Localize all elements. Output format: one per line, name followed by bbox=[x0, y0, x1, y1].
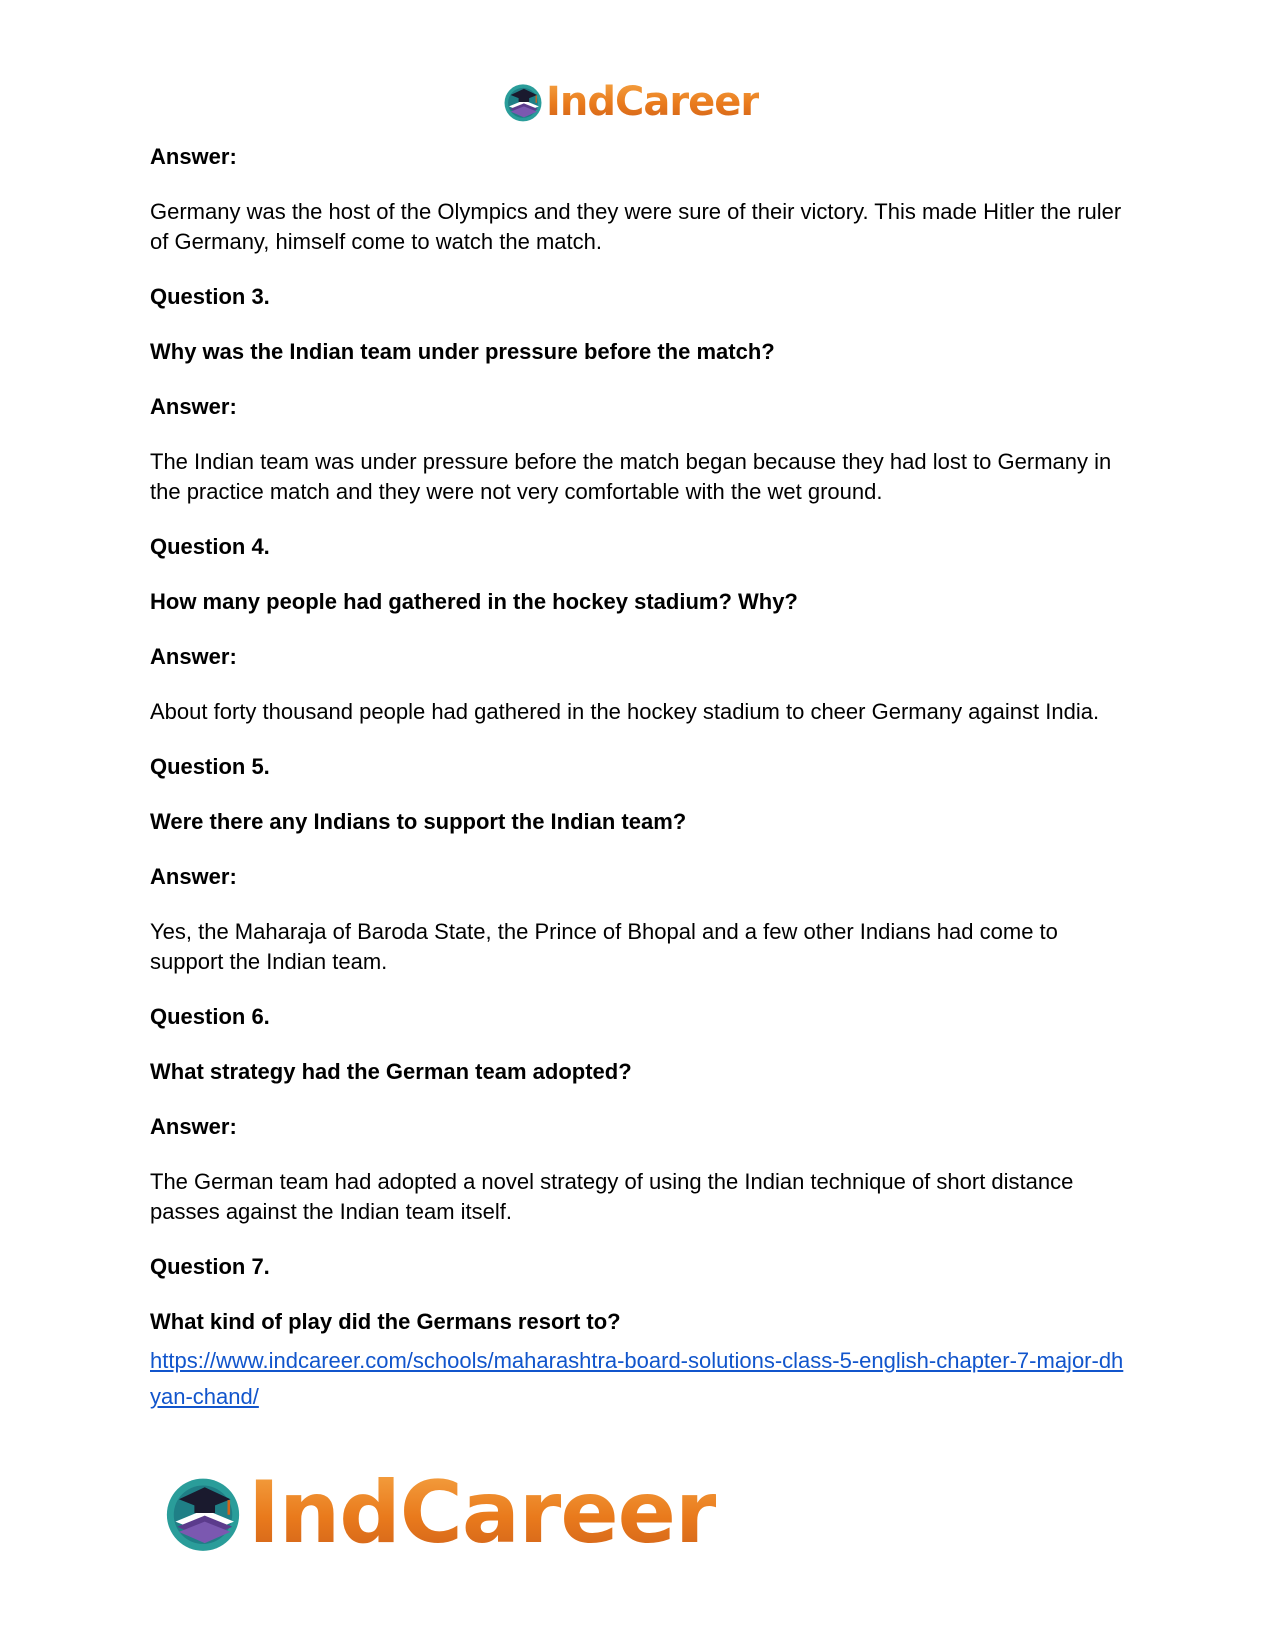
question-text: Why was the Indian team under pressure before the match? bbox=[150, 339, 775, 364]
answer-label: Answer: bbox=[150, 144, 237, 169]
question-number: Question 6. bbox=[150, 1004, 270, 1029]
logo-mark-icon bbox=[501, 80, 545, 124]
header-logo bbox=[501, 80, 759, 124]
question-text: What kind of play did the Germans resort to? bbox=[150, 1309, 621, 1334]
answer-text: The Indian team was under pressure before the match began because they had lost to Germany in the practice match and they were not very comfortable with the wet ground. bbox=[150, 449, 1112, 504]
answer-text: About forty thousand people had gathered in the hockey stadium to cheer Germany against India. bbox=[150, 699, 1100, 724]
question-text: What strategy had the German team adopted? bbox=[150, 1059, 632, 1084]
footer-logo bbox=[160, 1463, 717, 1563]
document-body bbox=[150, 142, 1130, 1415]
question-text: Were there any Indians to support the Indian team? bbox=[150, 809, 687, 834]
logo-wordmark: IndCareer bbox=[546, 79, 760, 125]
question-text: How many people had gathered in the hockey stadium? Why? bbox=[150, 589, 798, 614]
answer-text: Yes, the Maharaja of Baroda State, the Prince of Bhopal and a few other Indians had come to support the Indian team. bbox=[150, 919, 1058, 974]
answer-label: Answer: bbox=[150, 864, 237, 889]
question-number: Question 7. bbox=[150, 1254, 270, 1279]
answer-text: The German team had adopted a novel strategy of using the Indian technique of short distance passes against the Indian team itself. bbox=[150, 1169, 1074, 1224]
question-number: Question 4. bbox=[150, 534, 270, 559]
answer-label: Answer: bbox=[150, 644, 237, 669]
logo-wordmark: IndCareer bbox=[248, 1463, 717, 1563]
answer-label: Answer: bbox=[150, 394, 237, 419]
logo-mark-icon bbox=[160, 1470, 246, 1556]
answer-label: Answer: bbox=[150, 1114, 237, 1139]
source-link[interactable]: https://www.indcareer.com/schools/maharashtra-board-solutions-class-5-english-chapter-7-major-dhyan-chand/ bbox=[150, 1348, 1124, 1409]
question-number: Question 5. bbox=[150, 754, 270, 779]
question-number: Question 3. bbox=[150, 284, 270, 309]
answer-text: Germany was the host of the Olympics and they were sure of their victory. This made Hitler the ruler of Germany, himself come to watch the match. bbox=[150, 199, 1122, 254]
